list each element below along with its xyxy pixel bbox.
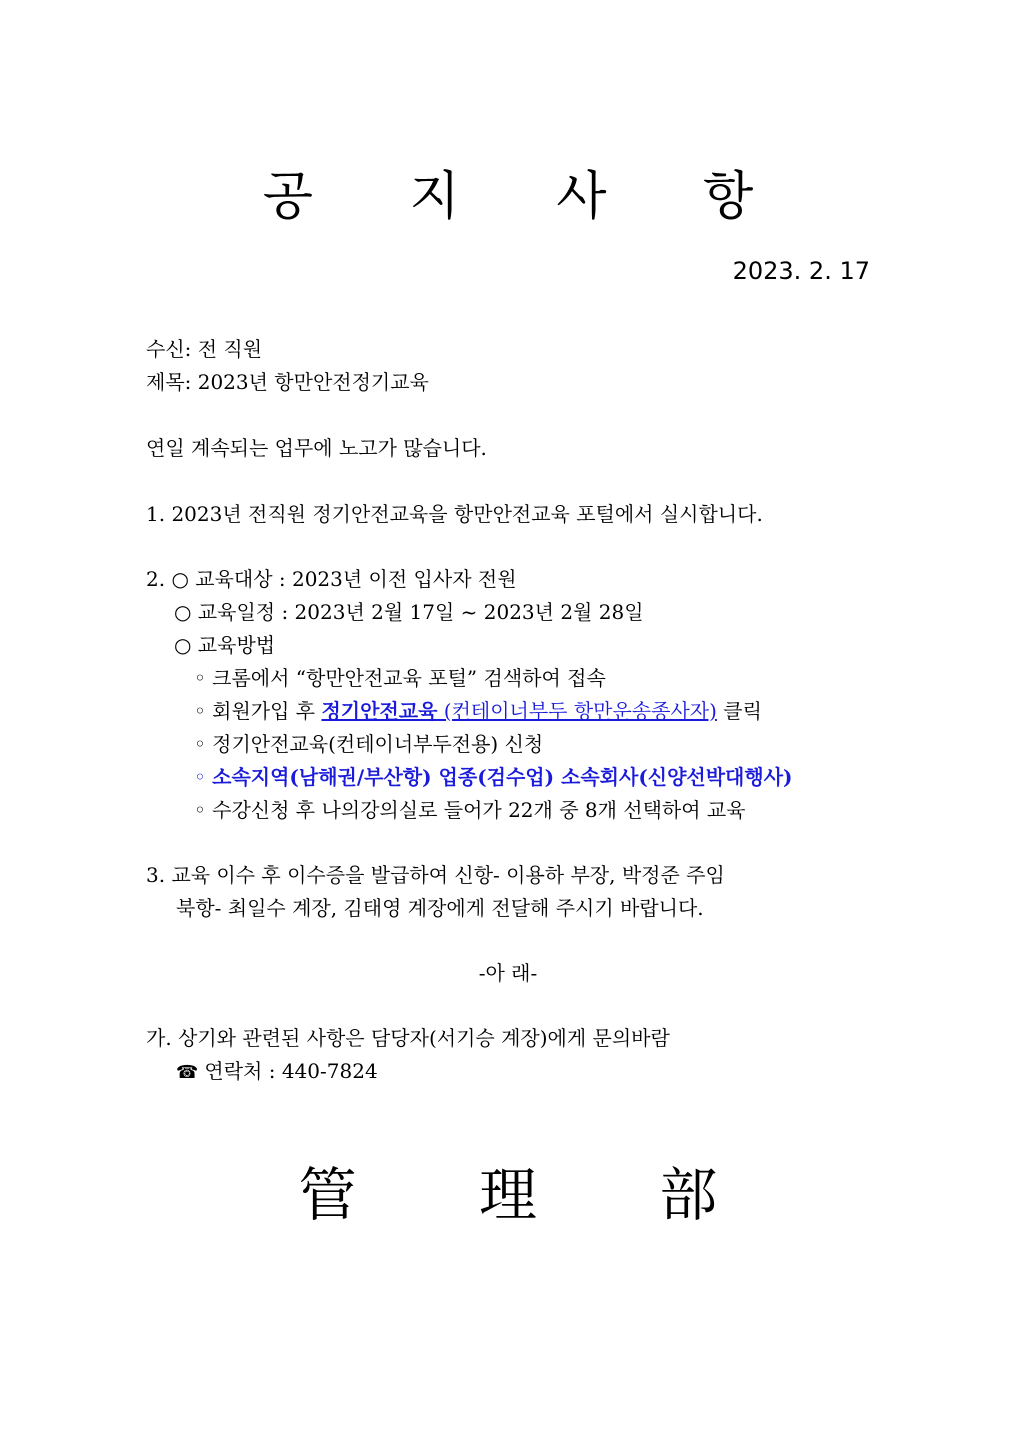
item-2-step-4: [194, 765, 792, 789]
step-2-suffix: 클릭: [716, 699, 762, 723]
item-3-line-2: 북항- 최일수 계장, 김태영 계장에게 전달해 주시기 바랍니다.: [176, 896, 704, 920]
note-line-1: 가. 상기와 관련된 사항은 담당자(서기승 계장)에게 문의바람: [146, 1026, 670, 1050]
subject-line: 제목: 2023년 항만안전정기교육: [146, 370, 429, 394]
step-4-bullet: ◦: [194, 765, 213, 789]
item-2-step-3: ◦ 정기안전교육(컨테이너부두전용) 신청: [194, 732, 544, 756]
document-date: 2023. 2. 17: [732, 257, 870, 285]
step-4-text: 소속지역(남해권/부산항) 업종(검수업) 소속회사(신양선박대행사): [212, 765, 793, 789]
regular-safety-education-link[interactable]: [321, 699, 716, 723]
below-marker: -아 래-: [478, 961, 538, 985]
item-2-target: 2. ○ 교육대상 : 2023년 이전 입사자 전원: [146, 567, 517, 591]
note-contact-line: [176, 1059, 378, 1085]
item-2-step-5: ◦ 수강신청 후 나의강의실로 들어가 22개 중 8개 선택하여 교육: [194, 798, 746, 822]
item-2-step-2: [194, 699, 762, 723]
item-2-method: ○ 교육방법: [174, 633, 276, 657]
contact-text: 연락처 : 440-7824: [204, 1059, 378, 1083]
recipient-line: 수신: 전 직원: [146, 337, 263, 361]
item-2-step-1: ◦ 크롬에서 “항만안전교육 포털” 검색하여 접속: [194, 666, 606, 690]
item-2-schedule: ○ 교육일정 : 2023년 2월 17일 ~ 2023년 2월 28일: [174, 600, 644, 624]
item-1: 1. 2023년 전직원 정기안전교육을 항만안전교육 포털에서 실시합니다.: [146, 502, 763, 526]
link-rest-text: (컨테이너부두 항만운송종사자): [437, 699, 717, 723]
step-2-prefix: ◦ 회원가입 후: [194, 699, 322, 723]
phone-icon: ☎: [176, 1062, 199, 1083]
link-bold-text: 정기안전교육: [321, 699, 438, 723]
greeting-line: 연일 계속되는 업무에 노고가 많습니다.: [146, 436, 487, 460]
footer-department: 管 理 部: [298, 1161, 770, 1229]
page-title: 공 지 사 항: [262, 167, 794, 227]
item-3-line-1: 3. 교육 이수 후 이수증을 발급하여 신항- 이용하 부장, 박정준 주임: [146, 863, 725, 887]
